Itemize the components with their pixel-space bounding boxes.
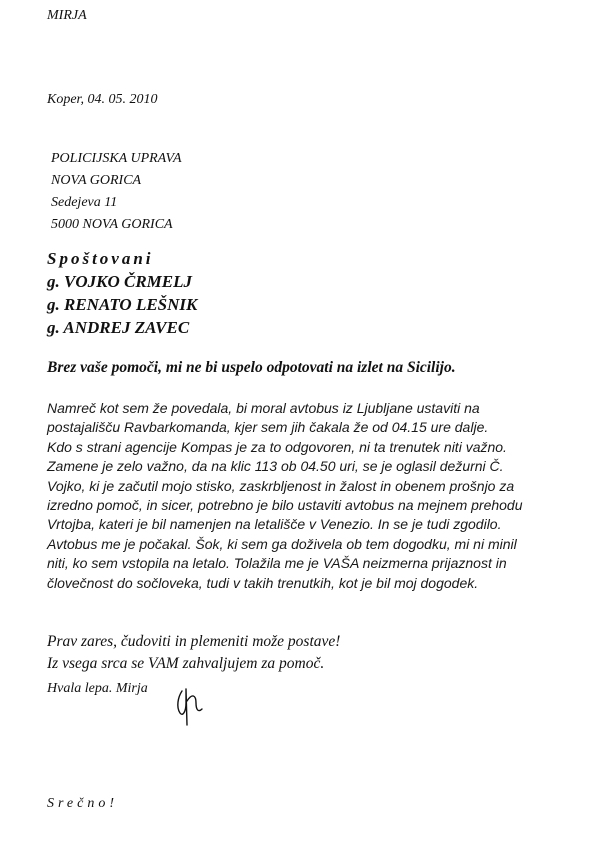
- thanks-line: Hvala lepa. Mirja: [47, 681, 148, 696]
- handwritten-signature: [172, 683, 208, 727]
- body-line: Vrtojba, kateri je bil namenjen na letališče v Venezio. In se je tudi zgodilo.: [47, 516, 502, 533]
- sender-name: MIRJA: [47, 8, 87, 23]
- letter-headline: Brez vaše pomoči, mi ne bi uspelo odpotovati na izlet na Sicilijo.: [47, 359, 456, 376]
- body-line: izredno pomoč, in sicer, potrebno je bilo ustaviti avtobus na mejnem prehodu: [47, 497, 523, 514]
- salutation-block: [47, 247, 197, 339]
- closing-line: Iz vsega srca se VAM zahvaljujem za pomoč.: [47, 655, 325, 672]
- address-line: POLICIJSKA UPRAVA: [51, 151, 182, 166]
- body-line: Kdo s strani agencije Kompas je za to odgovoren, ni ta trenutek niti važno.: [47, 438, 507, 455]
- greeting: Spoštovani: [47, 249, 154, 268]
- addressee: g. RENATO LEŠNIK: [47, 295, 198, 314]
- body-line: Avtobus me je počakal. Šok, ki sem ga doživela ob tem dogodku, mi ni minil: [47, 535, 517, 552]
- letter-body: [47, 399, 567, 593]
- body-line: Zamene je zelo važno, da na klic 113 ob 04.50 uri, se je oglasil dežurni Č.: [47, 458, 504, 475]
- address-line: Sedejeva 11: [51, 195, 118, 210]
- farewell: Srečno!: [47, 796, 119, 811]
- recipient-address: [51, 148, 182, 236]
- body-line: Vojko, ki je začutil mojo stisko, zaskrbljenost in žalost in obenem prošnjo za: [47, 477, 515, 494]
- addressee: g. VOJKO ČRMELJ: [47, 272, 192, 291]
- body-line: Namreč kot sem že povedala, bi moral avtobus iz Ljubljane ustaviti na: [47, 400, 480, 416]
- body-line: postajališču Ravbarkomanda, kjer sem jih čakala že od 04.15 ure dalje.: [47, 419, 489, 436]
- address-line: 5000 NOVA GORICA: [51, 217, 173, 232]
- address-line: NOVA GORICA: [51, 173, 142, 188]
- letter-date: Koper, 04. 05. 2010: [47, 92, 158, 107]
- closing-block: [47, 631, 340, 675]
- body-line: niti, ko sem vstopila na letalo. Tolažila me je VAŠA neizmerna prijaznost in: [47, 555, 507, 572]
- addressee: g. ANDREJ ZAVEC: [47, 318, 190, 337]
- closing-line: Prav zares, čudoviti in plemeniti može postave!: [47, 633, 341, 650]
- body-line: človečnost do sočloveka, tudi v takih trenutkih, kot je bil moj dogodek.: [47, 574, 479, 591]
